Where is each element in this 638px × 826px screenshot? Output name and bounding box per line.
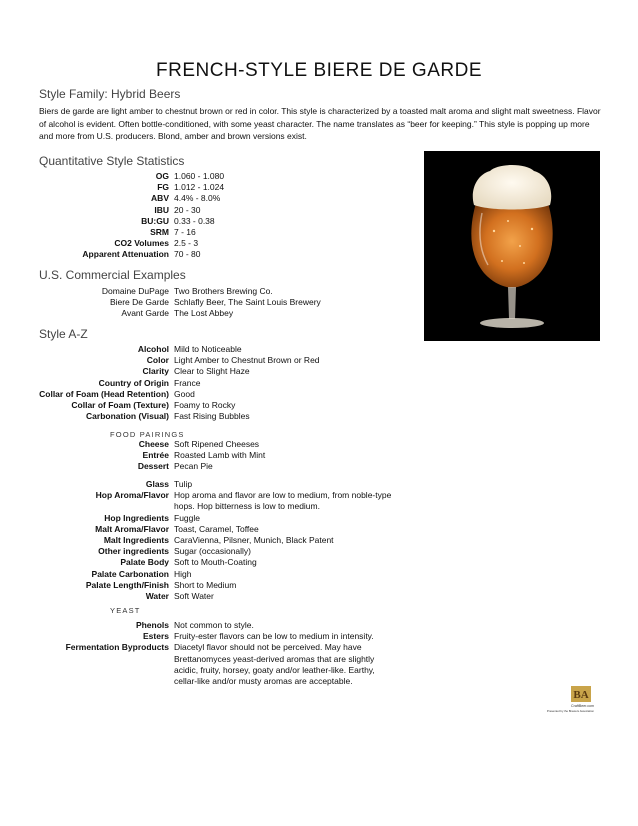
attribute-row	[39, 400, 399, 411]
style-description: Biers de garde are light amber to chestnut brown or red in color. This style is characterized by a toasted malt aroma and slight malt sweetness. Flavor of alcohol is evident. Often bottle-conditioned, with some yeast character. The name translates as “beer for keeping.” This style is popping up more and more from U.S. producers. Blond, amber and brown versions exist.	[39, 106, 601, 141]
attribute-label: CO2 Volumes	[114, 238, 169, 249]
attribute-row	[39, 193, 399, 204]
attribute-row	[39, 171, 399, 182]
attribute-row	[39, 642, 399, 687]
attribute-value: Hop aroma and flavor are low to medium, from noble-type hops. Hop bitterness is low to medium.	[174, 490, 392, 512]
attribute-label: Dessert	[137, 461, 169, 472]
attribute-row	[39, 286, 399, 297]
attribute-row	[39, 216, 399, 227]
attribute-value: 7 - 16	[174, 227, 196, 238]
attribute-label: Palate Length/Finish	[85, 579, 169, 590]
attribute-label: Alcohol	[137, 344, 169, 354]
yeast-heading: YEAST	[110, 606, 141, 615]
attribute-value: Good	[174, 388, 195, 399]
attribute-row	[39, 450, 399, 461]
yeast-attributes	[39, 620, 399, 687]
attribute-row	[39, 535, 399, 546]
attribute-row	[39, 182, 399, 193]
attribute-label: Palate Carbonation	[91, 568, 169, 579]
attribute-value: Short to Medium	[174, 579, 237, 590]
logo-mark: BA	[573, 689, 589, 701]
logo-tagline: Presented by the Brewers Association	[546, 709, 594, 713]
attribute-value: Soft Ripened Cheeses	[174, 439, 260, 449]
attribute-label: Entrée	[142, 450, 169, 461]
attribute-label: BU:GU	[141, 215, 169, 226]
attribute-row	[39, 389, 399, 400]
attribute-value: Clear to Slight Haze	[174, 366, 250, 377]
attribute-row	[39, 344, 399, 355]
brewers-association-logo	[538, 686, 594, 714]
attribute-label: Hop Aroma/Flavor	[95, 490, 169, 501]
attribute-label: Esters	[143, 631, 169, 642]
attribute-row	[39, 513, 399, 524]
attribute-row	[39, 238, 399, 249]
attribute-value: Light Amber to Chestnut Brown or Red	[174, 355, 320, 366]
commercial-examples	[39, 286, 399, 320]
attribute-label: Collar of Foam (Texture)	[71, 400, 169, 411]
attribute-value: Sugar (occasionally)	[174, 546, 252, 557]
attribute-value: 2.5 - 3	[174, 238, 199, 249]
quantitative-heading: Quantitative Style Statistics	[39, 154, 185, 168]
attribute-value: 0.33 - 0.38	[174, 215, 215, 226]
attribute-value: Foamy to Rocky	[174, 400, 236, 411]
attribute-value: Two Brothers Brewing Co.	[174, 286, 273, 296]
attribute-value: 1.060 - 1.080	[174, 171, 225, 181]
tulip-glass-image	[424, 151, 600, 341]
attribute-value: Fuggle	[174, 512, 200, 523]
attribute-row	[39, 631, 399, 642]
attribute-value: Mild to Noticeable	[174, 344, 242, 354]
attribute-value: The Lost Abbey	[174, 308, 234, 319]
attribute-row	[39, 411, 399, 422]
attribute-value: Schlafly Beer, The Saint Louis Brewery	[174, 297, 321, 308]
attribute-label: Palate Body	[120, 557, 169, 568]
commercial-examples-heading: U.S. Commercial Examples	[39, 268, 186, 282]
attribute-value: 4.4% - 8.0%	[174, 193, 221, 204]
attribute-row	[39, 479, 399, 490]
attribute-label: Domaine DuPage	[101, 286, 169, 296]
attribute-value: France	[174, 377, 201, 388]
attribute-row	[39, 620, 399, 631]
attribute-label: Avant Garde	[121, 308, 169, 319]
style-family-heading: Style Family: Hybrid Beers	[39, 87, 181, 101]
attribute-value: Not common to style.	[174, 620, 254, 630]
logo-site: CraftBeer.com	[571, 704, 594, 708]
attribute-row	[39, 569, 399, 580]
attribute-row	[39, 439, 399, 450]
attribute-label: ABV	[151, 193, 169, 204]
style-az-details	[39, 479, 399, 602]
attribute-row	[39, 205, 399, 216]
attribute-value: 70 - 80	[174, 249, 201, 260]
attribute-value: Soft to Mouth-Coating	[174, 557, 257, 568]
attribute-label: IBU	[154, 204, 169, 215]
attribute-row	[39, 524, 399, 535]
attribute-row	[39, 366, 399, 377]
food-pairings-heading: FOOD PAIRINGS	[110, 430, 185, 439]
attribute-row	[39, 249, 399, 260]
attribute-label: Malt Aroma/Flavor	[95, 523, 169, 534]
attribute-value: 1.012 - 1.024	[174, 182, 225, 193]
page-title: FRENCH-STYLE BIERE DE GARDE	[156, 60, 482, 81]
attribute-label: Biere De Garde	[109, 297, 169, 308]
attribute-value: Fruity-ester flavors can be low to medium in intensity.	[174, 631, 374, 642]
attribute-label: Collar of Foam (Head Retention)	[39, 388, 169, 399]
attribute-label: Hop Ingredients	[104, 512, 169, 523]
attribute-label: Glass	[145, 479, 169, 489]
attribute-label: Apparent Attenuation	[82, 249, 169, 260]
attribute-row	[39, 297, 399, 308]
quantitative-stats	[39, 171, 399, 261]
food-pairings	[39, 439, 399, 473]
style-az-heading: Style A-Z	[39, 327, 88, 341]
attribute-value: High	[174, 568, 192, 579]
attribute-value: Pecan Pie	[174, 461, 213, 472]
attribute-label: Color	[146, 355, 169, 366]
attribute-row	[39, 308, 399, 319]
attribute-label: Malt Ingredients	[103, 535, 169, 546]
attribute-value: Tulip	[174, 479, 193, 489]
attribute-value: Toast, Caramel, Toffee	[174, 523, 259, 534]
attribute-row	[39, 378, 399, 389]
style-az-attributes	[39, 344, 399, 422]
attribute-row	[39, 580, 399, 591]
beer-glass-photo	[424, 151, 600, 341]
attribute-value: Roasted Lamb with Mint	[174, 450, 266, 461]
attribute-value: 20 - 30	[174, 204, 201, 215]
attribute-row	[39, 461, 399, 472]
attribute-row	[39, 546, 399, 557]
attribute-value: Diacetyl flavor should not be perceived. May have Brettanomyces yeast-derived aromas that are slightly acidic, fruity, horsey, goaty and/or leather-like. Earthy, cellar-like and/or musty aromas are acceptable.	[174, 642, 375, 687]
attribute-label: Carbonation (Visual)	[86, 411, 169, 422]
attribute-label: Clarity	[142, 366, 169, 377]
attribute-label: FG	[157, 182, 169, 193]
attribute-row	[39, 557, 399, 568]
attribute-label: Fermentation Byproducts	[65, 642, 169, 653]
attribute-row	[39, 355, 399, 366]
attribute-row	[39, 591, 399, 602]
attribute-value: CaraVienna, Pilsner, Munich, Black Patent	[174, 535, 334, 546]
attribute-value: Fast Rising Bubbles	[174, 411, 250, 422]
attribute-label: Other ingredients	[98, 546, 169, 557]
attribute-label: Cheese	[138, 439, 169, 449]
attribute-label: OG	[155, 171, 169, 181]
attribute-label: Country of Origin	[98, 377, 169, 388]
attribute-label: SRM	[150, 227, 169, 238]
attribute-label: Phenols	[135, 620, 169, 630]
attribute-row	[39, 490, 399, 512]
attribute-row	[39, 227, 399, 238]
attribute-label: Water	[145, 591, 169, 602]
attribute-value: Soft Water	[174, 591, 214, 602]
